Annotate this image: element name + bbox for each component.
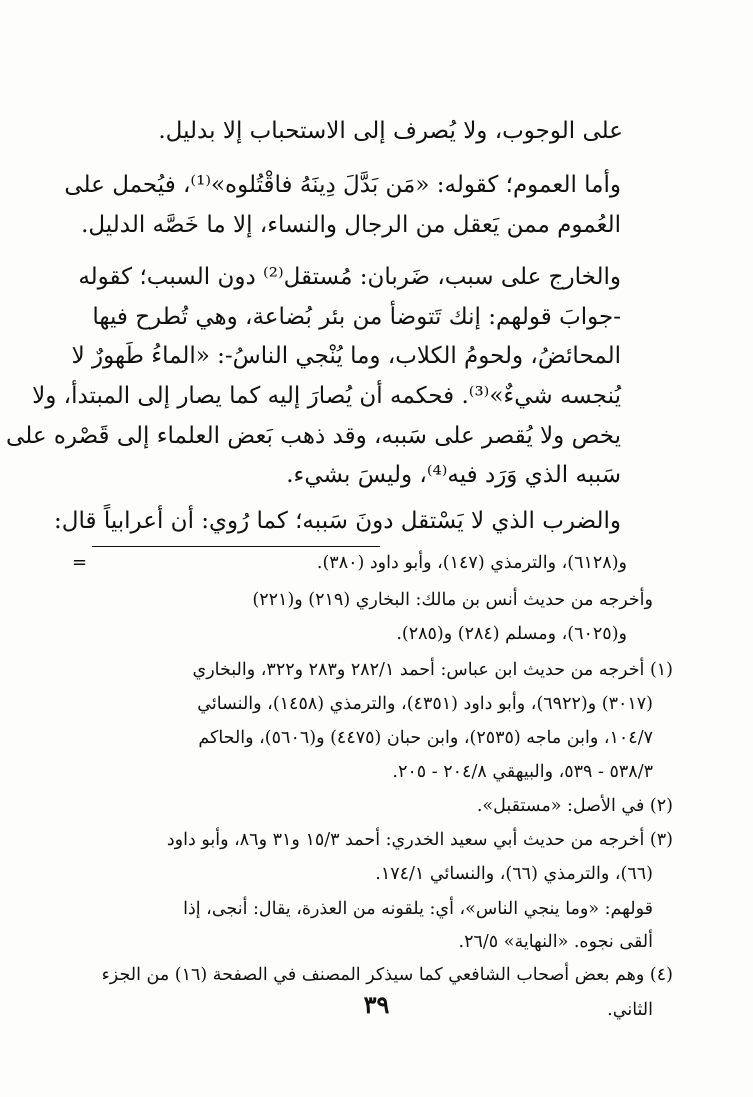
footnote-separator [92, 546, 380, 547]
page-number: ٣٩ [363, 990, 390, 1019]
body-line-9: سَببه الذي وَرَد فيه⁽⁴⁾، وليسَ بشيء. [286, 462, 621, 488]
body-line-6: المحائضُ، ولحومُ الكلاب، وما يُنْجي الناسُ-: «الماءُ طَهورٌ لا [71, 343, 621, 369]
footnote-1-line-4: ٥٣٨/٣ - ٥٣٩، والبيهقي ٢٠٤/٨ - ٢٠٥. [392, 762, 653, 782]
body-line-10: والضرب الذي لا يَسْتقل دونَ سَببه؛ كما رُوي: أن أعرابياً قال: [54, 508, 621, 534]
footnote-3-line-1: (٣) أخرجه من حديث أبي سعيد الخدري: أحمد ١٥/٣ و٣١ و٨٦، وأبو داود [166, 830, 673, 850]
footnote-1-line-1: (١) أخرجه من حديث ابن عباس: أحمد ٢٨٢/١ و٢٨٣ و٣٢٢، والبخاري [192, 660, 673, 680]
body-line-1: على الوجوب، ولا يُصرف إلى الاستحباب إلا بدليل. [158, 118, 623, 144]
footnote-cont-1: و(٦١٢٨)، والترمذي (١٤٧)، وأبو داود (٣٨٠). [316, 553, 627, 573]
body-line-5: -جوابَ قولهم: إنك تَتوضأ من بئر بُضاعة، وهي تُطرح فيها [92, 304, 621, 330]
body-line-2: وأما العموم؛ كقوله: «مَن بَدَّلَ دِينَهُ فاقْتُلوه»⁽¹⁾، فيُحمل على [64, 172, 621, 198]
body-line-7: يُنجسه شيءٌ»⁽³⁾. فحكمه أن يُصارَ إليه كما يصار إلى المبتدأ، ولا [32, 383, 621, 409]
footnote-2: (٢) في الأصل: «مستقبل». [476, 796, 673, 816]
footnote-3-line-2: (٦٦)، والترمذي (٦٦)، والنسائي ١٧٤/١. [375, 864, 653, 884]
body-line-4: والخارج على سبب، ضَربان: مُستقل⁽²⁾ دون السبب؛ كقوله [78, 264, 621, 290]
footnote-cont-3: و(٦٠٢٥)، ومسلم (٢٨٤) و(٢٨٥). [396, 624, 627, 644]
footnote-1-line-2: (٣٠١٧) و(٦٩٢٢)، وأبو داود (٤٣٥١)، والترمذي (١٤٥٨)، والنسائي [197, 694, 653, 714]
footnote-4-line-1: (٤) وهم بعض أصحاب الشافعي كما سيذكر المصنف في الصفحة (١٦) من الجزء [101, 965, 673, 985]
body-line-3: العُموم ممن يَعقل من الرجال والنساء، إلا ما خَصَّه الدليل. [81, 212, 621, 238]
body-line-8: يخص ولا يُقصر على سَببه، وقد ذهب بَعض العلماء إلى قَصْره على [6, 423, 621, 449]
continuation-marker: = [72, 552, 88, 573]
footnote-3-line-3: قولهم: «وما ينجي الناس»، أي: يلقونه من العذرة، يقال: أنجى، إذا [183, 899, 653, 919]
footnote-cont-2: وأخرجه من حديث أنس بن مالك: البخاري (٢١٩) و(٢٢١) [252, 590, 653, 610]
footnote-1-line-3: ١٠٤/٧، وابن ماجه (٢٥٣٥)، وابن حبان (٤٤٧٥) و(٥٦٠٦)، والحاكم [198, 728, 653, 748]
footnote-3-line-4: ألقى نجوه. «النهاية» ٢٦/٥. [458, 932, 653, 952]
footnote-4-line-2: الثاني. [607, 1000, 653, 1020]
